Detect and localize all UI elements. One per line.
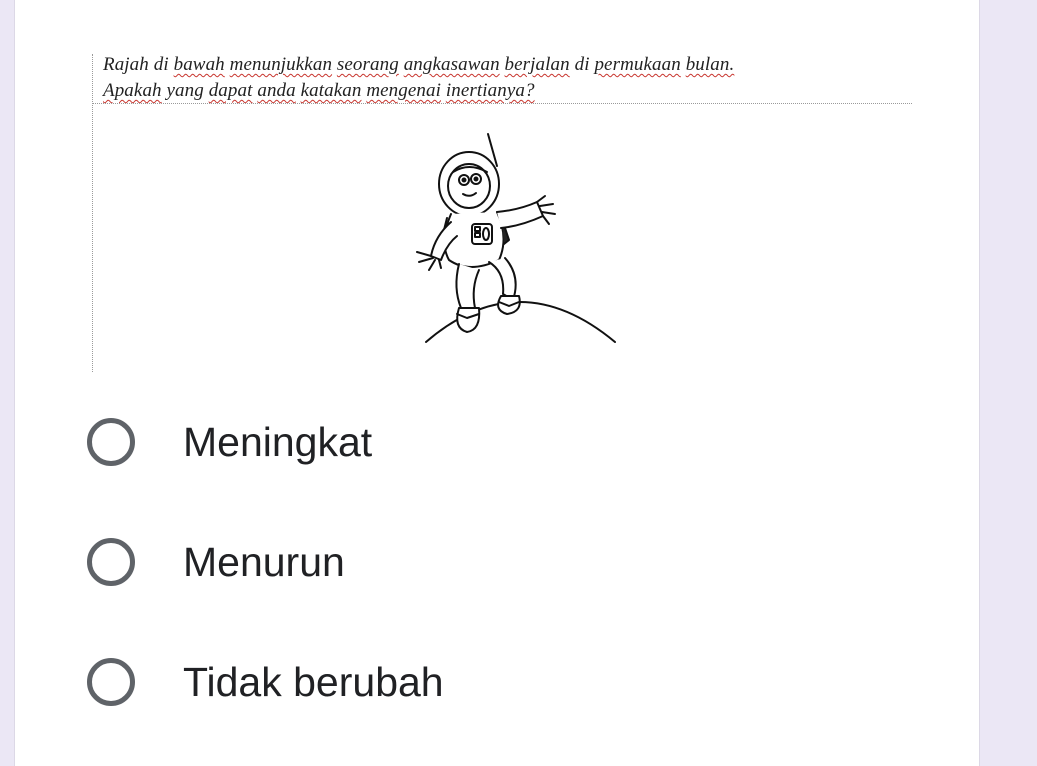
option-meningkat[interactable] xyxy=(87,406,372,478)
word: seorang xyxy=(336,54,399,75)
word: katakan xyxy=(300,80,362,101)
word: di xyxy=(574,54,590,75)
word: anda xyxy=(257,80,296,101)
question-text-line-2 xyxy=(103,80,535,102)
word: menunjukkan xyxy=(229,54,333,75)
word: yang xyxy=(166,80,204,101)
option-label: Menurun xyxy=(183,538,345,585)
image-border-left xyxy=(92,54,93,372)
word: dapat xyxy=(208,80,253,101)
question-image xyxy=(89,48,913,370)
word: Rajah xyxy=(103,54,149,75)
word: mengenai xyxy=(366,80,441,101)
word: angkasawan xyxy=(403,54,500,75)
word: permukaan xyxy=(594,54,681,75)
question-text-line-1 xyxy=(103,54,734,76)
word: berjalan xyxy=(504,54,570,75)
radio-button[interactable] xyxy=(87,658,135,706)
image-divider xyxy=(92,103,912,104)
word: di xyxy=(153,54,169,75)
option-label: Meningkat xyxy=(183,418,373,465)
question-card xyxy=(14,0,980,766)
astronaut-icon xyxy=(409,132,649,352)
option-tidak-berubah[interactable] xyxy=(87,646,444,718)
word: inertianya? xyxy=(445,80,535,101)
word: Apakah xyxy=(103,80,162,101)
option-menurun[interactable] xyxy=(87,526,345,598)
radio-button[interactable] xyxy=(87,418,135,466)
option-label: Tidak berubah xyxy=(183,658,444,705)
radio-button[interactable] xyxy=(87,538,135,586)
word: bawah xyxy=(173,54,225,75)
word: bulan. xyxy=(685,54,735,75)
